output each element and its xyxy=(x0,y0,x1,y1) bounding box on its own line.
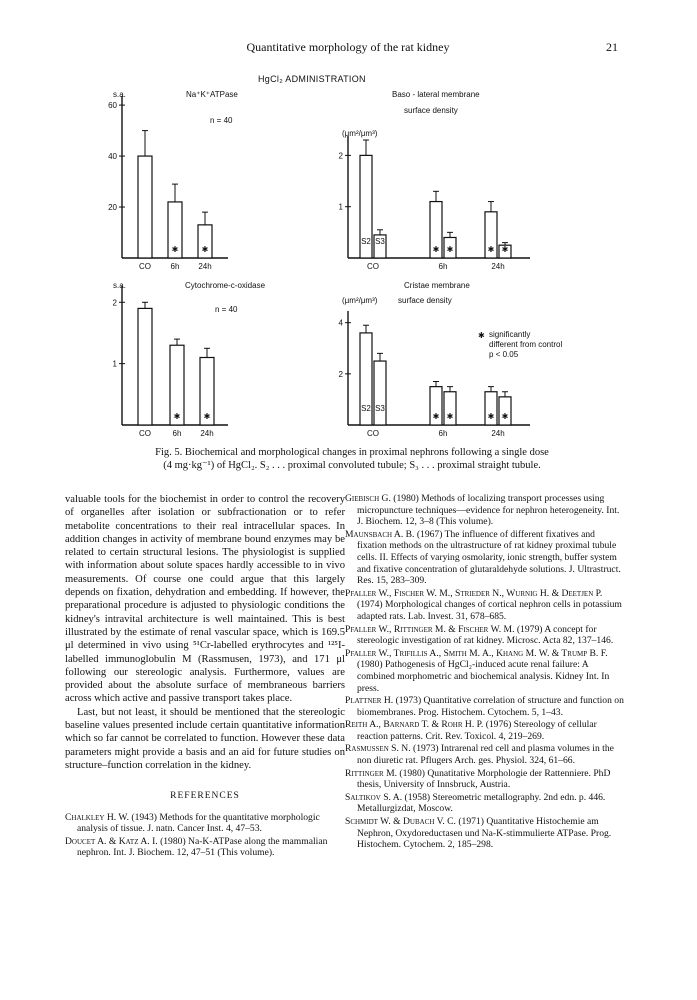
reference-text: (1980) Qunatitative Morphologie der Rattenniere. PhD thesis, University of Innsbruck, Austria. xyxy=(357,767,611,791)
body-paragraph: Last, but not least, it should be mentioned that the stereologic baseline values presented include certain quantitative information which so far cannot be correlated to function. However these data parameters might provide a basis and an aid for future studies on structure–function correlation in the kidney. xyxy=(65,706,345,771)
caption-line: (4 mg·kg⁻¹) of HgCl₂. S₂ . . . proximal convoluted tubule; S₃ . . . proximal straight tubule. xyxy=(163,460,541,471)
significance-asterisk: ✱ xyxy=(487,412,495,421)
significance-asterisk: ✱ xyxy=(201,245,209,254)
reference-entry xyxy=(65,836,345,859)
reference-entry xyxy=(65,812,345,835)
cristae-ylabel: (μm²/μm³) xyxy=(342,296,378,305)
reference-authors: Rittinger M. xyxy=(345,767,397,779)
bl-ylabel: (μm²/μm³) xyxy=(342,129,378,138)
x-tick-label: 24h xyxy=(491,429,505,438)
y-tick-label: 20 xyxy=(108,203,117,213)
x-tick-label: 6h xyxy=(438,262,448,271)
reference-authors: Rasmussen S. N. xyxy=(345,743,411,755)
reference-authors: Plattner H. xyxy=(345,695,394,707)
significance-asterisk: ✱ xyxy=(173,412,181,421)
reference-text: (1974) Morphological changes of cortical nephron cells in potassium adapted rats. Lab. Invest. 31, 678–685. xyxy=(357,599,622,622)
cyto-ylabel: s.a. xyxy=(113,281,126,290)
reference-authors: Pfaller W., Trifillis A., Smith M. A., Khang M. W. & Trump B. F. xyxy=(345,647,608,659)
asterisk-icon: ✱ xyxy=(478,331,485,340)
y-tick-label: 40 xyxy=(108,152,117,162)
reference-authors: Giebisch G. xyxy=(345,493,391,504)
reference-authors: Schmidt W. & Dubach V. C. xyxy=(345,816,456,828)
reference-entry xyxy=(345,816,627,851)
reference-authors: Maunsbach A. B. xyxy=(345,528,415,540)
reference-entry xyxy=(345,624,627,647)
reference-text: (1976) Stereology of cellular reaction patterns. Crit. Rev. Toxicol. 4, 219–269. xyxy=(357,719,597,742)
x-tick-label: 24h xyxy=(198,262,212,271)
cristae-title-line2: surface density xyxy=(398,296,452,305)
y-tick-label: 2 xyxy=(112,298,117,308)
reference-authors: Pfaller W., Fischer W. M., Strieder N., Wurnig H. & Deetjen P. xyxy=(345,587,603,599)
reference-text: (1958) Stereometric metallography. 2nd edn. p. 446. Metallurgizdat, Moscow. xyxy=(357,791,606,815)
bar xyxy=(374,361,386,425)
reference-text: (1971) Quantitative Histochemie am Nephron, Oxydoreductasen und Na-K-stimmulierte ATPase. Prog. Histochem. Cytochem. 2, 185–298. xyxy=(357,816,612,851)
reference-authors: Doucet A. & Katz A. I. xyxy=(65,835,158,847)
reference-text: (1973) Intrarenal red cell and plasma volumes in the non diuretic rat. Pflugers Arch. ges. Physiol. 324, 61–66. xyxy=(357,743,614,767)
reference-authors: Chalkley H. W. xyxy=(65,811,129,823)
reference-entry xyxy=(345,695,627,718)
bar-label: S3 xyxy=(375,404,385,413)
x-tick-label: CO xyxy=(367,429,379,438)
significance-asterisk: ✱ xyxy=(203,412,211,421)
atpase-title: Na⁺K⁺ATPase xyxy=(186,90,238,99)
page-number: 21 xyxy=(606,40,618,54)
references-heading: REFERENCES xyxy=(170,791,240,802)
reference-entry xyxy=(345,768,627,791)
reference-entry xyxy=(345,719,627,742)
caption-line: Fig. 5. Biochemical and morphological changes in proximal nephrons following a single dose xyxy=(155,447,549,458)
reference-entry xyxy=(345,493,627,528)
cyto-title: Cytochrome-c-oxidase xyxy=(185,281,266,290)
significance-line1: significantly xyxy=(489,330,531,339)
chart-plots xyxy=(108,96,530,438)
y-tick-label: 1 xyxy=(112,359,117,369)
y-tick-label: 4 xyxy=(338,318,343,328)
significance-asterisk: ✱ xyxy=(432,412,440,421)
significance-asterisk: ✱ xyxy=(446,412,454,421)
significance-asterisk: ✱ xyxy=(171,245,179,254)
x-tick-label: CO xyxy=(367,262,379,271)
x-tick-label: 6h xyxy=(172,429,182,438)
significance-asterisk: ✱ xyxy=(501,412,509,421)
reference-text: (1943) Methods for the quantitative morphologic analysis of tissue. J. natn. Cancer Inst. 4, 47–53. xyxy=(77,811,320,835)
reference-entry xyxy=(345,588,627,623)
cristae-title-line1: Cristae membrane xyxy=(404,281,470,290)
x-tick-label: CO xyxy=(139,429,151,438)
significance-asterisk: ✱ xyxy=(501,245,509,254)
reference-text: (1980) Methods of localizing transport processes using micropuncture techniques—evidence for nephron heterogeneity. Int. J. Biochem. 12, 3–8 (This volume). xyxy=(357,493,620,528)
reference-text: (1979) A concept for stereologic investigation of rat kidney. Microsc. Acta 82, 137–146. xyxy=(357,623,614,647)
reference-text: (1967) The influence of different fixatives and fixation methods on the ultrastructure of rat kidney proximal tubule cells. II. Effects of varying osmolarity, ionic strength, buffer system and fixative concentration of glutaraldehyde solutions. J. Ultrastruct. Res. 15, 283–309. xyxy=(357,528,621,587)
significance-asterisk: ✱ xyxy=(487,245,495,254)
atpase-n-label: n = 40 xyxy=(210,116,233,125)
body-paragraph: valuable tools for the biochemist in order to control the recovery of organelles after isolation or subfractionation or to refer metabolite concentrations to their real intracellular spaces. In addition changes in activity of membrane bound enzymes may be related to certain structural lesions. The physiologist is supplied with information about solute spaces hardly accessible to in vivo measurements. Of course one could argue that this largely depends on fixation, dehydration and embedding. If however, the preparational procedure is adjusted to physiologic conditions the kidney's intravital architecture is well maintained. This is best illustrated by the estimate of renal vascular space, which is 169.5 μl determined in vivo using ⁵¹Cr-labelled erythrocytes and ¹²⁵I-labelled immunoglobulin M (Rassmusen, 1973), and 171 μl following our stereologic analysis. Furthermore, values are provided about the absolute surface of membraneous barriers across which active and passive transport takes place. xyxy=(65,494,345,705)
y-tick-label: 1 xyxy=(338,202,343,212)
references-list-left xyxy=(65,812,345,859)
reference-entry xyxy=(345,792,627,815)
reference-entry xyxy=(345,529,627,587)
bar xyxy=(138,156,152,258)
significance-asterisk: ✱ xyxy=(446,245,454,254)
bar-label: S3 xyxy=(375,237,385,246)
y-tick-label: 60 xyxy=(108,101,117,111)
bl-title-line2: surface density xyxy=(404,106,458,115)
y-tick-label: 2 xyxy=(338,151,343,161)
cyto-n-label: n = 40 xyxy=(215,305,238,314)
reference-authors: Pfaller W., Rittinger M. & Fischer W. M. xyxy=(345,623,515,635)
figure-5 xyxy=(0,0,697,440)
atpase-ylabel: s.a. xyxy=(113,90,126,99)
reference-authors: Reith A., Barnard T. & Rohr H. P. xyxy=(345,719,484,731)
x-tick-label: 6h xyxy=(170,262,180,271)
reference-entry xyxy=(345,648,627,694)
x-tick-label: 24h xyxy=(491,262,505,271)
reference-text: (1973) Quantitative correlation of structure and function on biomembranes. Prog. Histochem. Cytochem. 5, 1–43. xyxy=(357,695,624,718)
reference-text: (1980) Pathogenesis of HgCl₂-induced acute renal failure: A combined morphometric and biochemical analysis. Kidney Int. In press. xyxy=(357,659,610,694)
significance-line2: different from control xyxy=(489,340,563,349)
significance-line3: p < 0.05 xyxy=(489,350,519,359)
figure-caption xyxy=(92,446,612,472)
left-column xyxy=(65,493,345,860)
x-tick-label: 6h xyxy=(438,429,448,438)
reference-authors: Saltikov S. A. xyxy=(345,791,403,803)
bar-label: S2 xyxy=(361,237,371,246)
reference-text: (1980) Na-K-ATPase along the mammalian nephron. Int. J. Biochem. 12, 47–51 (This volume). xyxy=(77,835,328,859)
reference-entry xyxy=(345,743,627,766)
references-list-right xyxy=(345,493,627,851)
bar-label: S2 xyxy=(361,404,371,413)
bl-title-line1: Baso - lateral membrane xyxy=(392,90,480,99)
x-tick-label: 24h xyxy=(200,429,214,438)
bar xyxy=(138,308,152,425)
right-column xyxy=(345,493,627,852)
running-title: Quantitative morphology of the rat kidney xyxy=(246,40,450,54)
significance-asterisk: ✱ xyxy=(432,245,440,254)
x-tick-label: CO xyxy=(139,262,151,271)
y-tick-label: 2 xyxy=(338,369,343,379)
figure-main-title: HgCl₂ ADMINISTRATION xyxy=(258,74,366,84)
